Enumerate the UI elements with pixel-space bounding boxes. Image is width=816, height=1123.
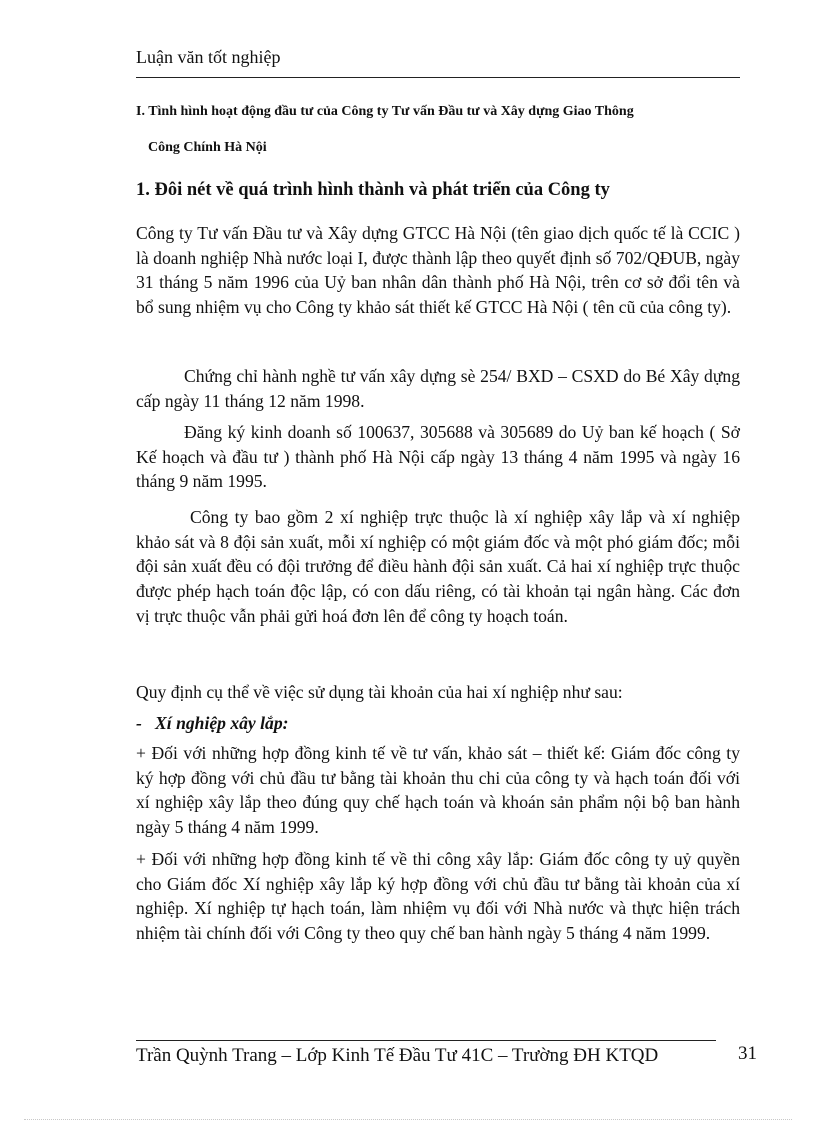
paragraph-company-intro: Công ty Tư vấn Đầu tư và Xây dựng GTCC Hà Nội (tên giao dịch quốc tế là CCIC ) là doanh nghiệp Nhà nước loại I, được thành lập theo quyết định số 702/QĐUB, ngày 31 tháng 5 năm 1996 của Uỷ ban nhân dân thành phố Hà Nội, trên cơ sở đổi tên và bổ sung nhiệm vụ cho Công ty khảo sát thiết kế GTCC Hà Nội ( tên cũ của công ty). bbox=[136, 223, 740, 318]
subsection-heading: 1. Đôi nét về quá trình hình thành và phát triển của Công ty bbox=[136, 180, 610, 200]
page-number: 31 bbox=[738, 1043, 757, 1064]
footer-author: Trần Quỳnh Trang – Lớp Kinh Tế Đầu Tư 41C – Trường ĐH KTQD bbox=[136, 1045, 659, 1066]
paragraph-license: Chứng chỉ hành nghề tư vấn xây dựng sè 254/ BXD – CSXD do Bé Xây dựng cấp ngày 11 tháng 12 năm 1998. bbox=[136, 366, 740, 411]
header-divider bbox=[136, 77, 740, 78]
section-heading-line-2: Công Chính Hà Nội bbox=[148, 140, 267, 155]
list-heading-construction-enterprise: - Xí nghiệp xây lắp: bbox=[136, 713, 289, 733]
paragraph-account-rules: Quy định cụ thể về việc sử dụng tài khoản của hai xí nghiệp như sau: bbox=[136, 682, 623, 702]
paragraph-consulting-contracts: + Đối với những hợp đồng kinh tế về tư vấn, khảo sát – thiết kế: Giám đốc công ty ký hợp đồng với chủ đầu tư bằng tài khoản thu chi của công ty và hạch toán đối với xí nghiệp xây lắp theo đúng quy chế hạch toán và khoán sản phẩm nội bộ ban hành ngày 5 tháng 4 năm 1999. bbox=[136, 743, 740, 838]
paragraph-organization: Công ty bao gồm 2 xí nghiệp trực thuộc là xí nghiệp xây lắp và xí nghiệp khảo sát và 8 đội sản xuất, mỗi xí nghiệp có một giám đốc và một phó giám đốc; mỗi đội sản xuất đều có đội trưởng để điều hành đội sản xuất. Cả hai xí nghiệp trực thuộc được phép hạch toán độc lập, có con dấu riêng, có tài khoản tại ngân hàng. Các đơn vị trực thuộc vẫn phải gửi hoá đơn lên để công ty hoạch toán. bbox=[136, 507, 740, 626]
page-bottom-border bbox=[24, 1119, 792, 1120]
running-header: Luận văn tốt nghiệp bbox=[136, 47, 281, 67]
paragraph-construction-contracts: + Đối với những hợp đồng kinh tế về thi công xây lắp: Giám đốc công ty uỷ quyền cho Giám đốc Xí nghiệp xây lắp ký hợp đồng với chủ đầu tư bằng tài khoản của xí nghiệp. Xí nghiệp tự hạch toán, làm nhiệm vụ đối với Nhà nước và thực hiện trách nhiệm tài chính đối với Công ty theo quy chế ban hành ngày 5 tháng 4 năm 1999. bbox=[136, 849, 740, 944]
paragraph-business-registration: Đăng ký kinh doanh số 100637, 305688 và 305689 do Uỷ ban kế hoạch ( Sở Kế hoạch và đầu tư ) thành phố Hà Nội cấp ngày 13 tháng 4 năm 1995 và ngày 16 tháng 9 năm 1995. bbox=[136, 422, 740, 492]
footer-divider bbox=[136, 1040, 716, 1041]
section-heading-line-1: I. Tình hình hoạt động đầu tư của Công ty Tư vấn Đầu tư và Xây dựng Giao Thông bbox=[136, 104, 634, 119]
